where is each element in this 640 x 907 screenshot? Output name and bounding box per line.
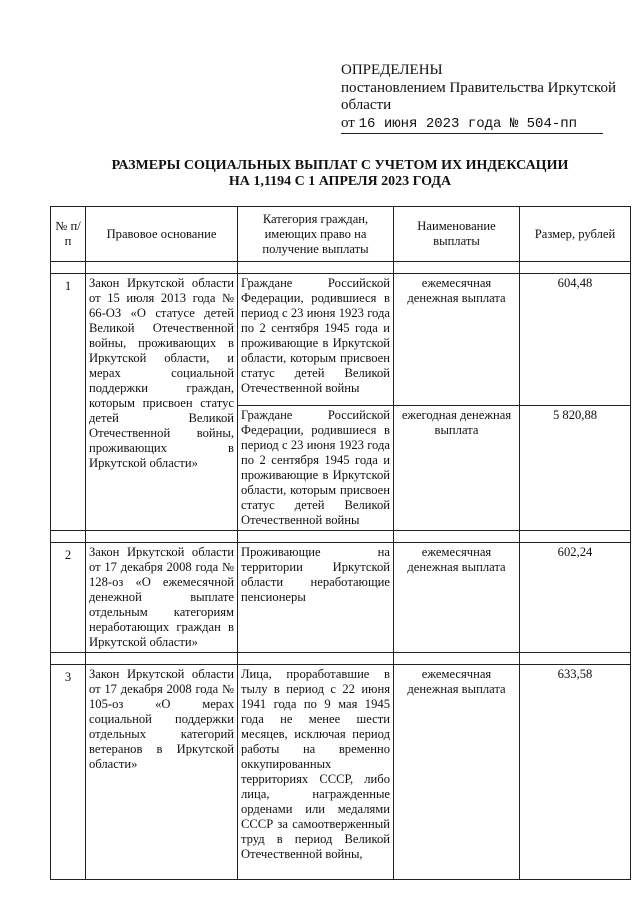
row-category: Граждане Российской Федерации, родившиеся в период с 23 июня 1923 года по 2 сентября 1945 года и проживающие в Иркутской области, которым присвоен статус детей Великой Отечественной войны — [238, 274, 394, 406]
date-value: 16 июня 2023 года № 504-пп — [358, 115, 578, 132]
row-payment-name: ежемесячная денежная выплата — [394, 665, 520, 880]
header-amount: Размер, рублей — [520, 207, 631, 262]
title-line-2: НА 1,1194 С 1 АПРЕЛЯ 2023 ГОДА — [228, 174, 452, 189]
row-amount: 5 820,88 — [520, 406, 631, 531]
row-num: 2 — [51, 543, 86, 653]
approval-region: области — [341, 97, 392, 113]
date-prefix: от — [341, 114, 355, 131]
table-row — [51, 274, 631, 406]
row-num: 3 — [51, 665, 86, 880]
spacer-row — [51, 531, 631, 543]
approval-authority: постановлением Правительства Иркутской — [341, 79, 616, 96]
table-row — [51, 543, 631, 653]
row-payment-name: ежемесячная денежная выплата — [394, 543, 520, 653]
approval-block — [341, 62, 631, 134]
row-basis: Закон Иркутской области от 15 июля 2013 года № 66-ОЗ «О статусе детей Великой Отечественной войны, проживающих в Иркутской области, и мерах социальной поддержки граждан, которым присвоен статус детей Великой Отечественной войны, проживающих в Иркутской области» — [86, 274, 238, 531]
row-num: 1 — [51, 274, 86, 531]
spacer-row — [51, 262, 631, 274]
approval-heading: ОПРЕДЕЛЕНЫ — [341, 62, 443, 78]
row-amount: 602,24 — [520, 543, 631, 653]
row-amount: 604,48 — [520, 274, 631, 406]
header-category: Категория граждан, имеющих право на получение выплаты — [238, 207, 394, 262]
row-payment-name: ежегодная денежная выплата — [394, 406, 520, 531]
table-header-row — [51, 207, 631, 262]
row-payment-name: ежемесячная денежная выплата — [394, 274, 520, 406]
row-category: Проживающие на территории Иркутской области неработающие пенсионеры — [238, 543, 394, 653]
spacer-row — [51, 653, 631, 665]
title-line-1: РАЗМЕРЫ СОЦИАЛЬНЫХ ВЫПЛАТ С УЧЕТОМ ИХ ИНДЕКСАЦИИ — [111, 158, 569, 173]
table-row — [51, 665, 631, 880]
header-num: № п/п — [51, 207, 86, 262]
row-amount: 633,58 — [520, 665, 631, 880]
payments-table — [50, 206, 631, 880]
row-category: Граждане Российской Федерации, родившиеся в период с 23 июня 1923 года по 2 сентября 1945 года и проживающие в Иркутской области, которым присвоен статус детей Великой Отечественной войны — [238, 406, 394, 531]
row-category: Лица, проработавшие в тылу в период с 22 июня 1941 года по 9 мая 1945 года не менее шести месяцев, исключая период работы на временно оккупированных территориях СССР, либо лица, награжденные орденами или медалями СССР за самоотверженный труд в период Великой Отечественной войны, — [241, 667, 390, 861]
header-basis: Правовое основание — [86, 207, 238, 262]
header-name: Наименование выплаты — [394, 207, 520, 262]
row-basis: Закон Иркутской области от 17 декабря 2008 года № 128-оз «О ежемесячной денежной выплате отдельным категориям неработающих граждан в Иркутской области» — [86, 543, 238, 653]
document-title — [40, 158, 640, 190]
row-basis: Закон Иркутской области от 17 декабря 2008 года № 105-оз «О мерах социальной поддержки отдельных категорий ветеранов в Иркутской области» — [86, 665, 238, 880]
approval-date — [341, 115, 603, 135]
